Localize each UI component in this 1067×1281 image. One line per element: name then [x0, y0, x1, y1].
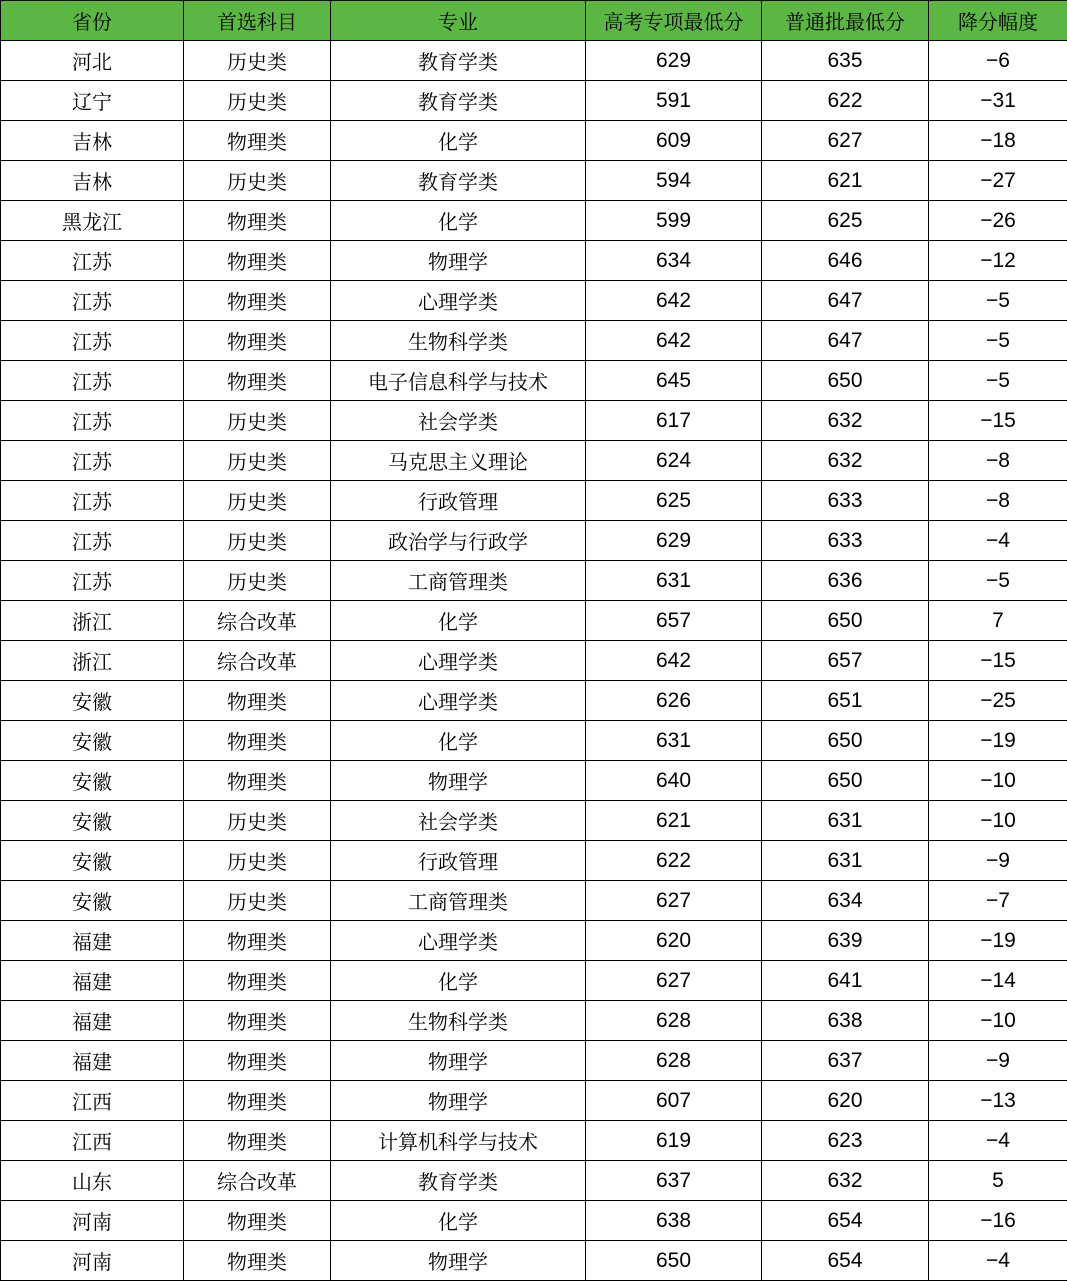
cell-special-min-score: 609 — [586, 121, 762, 161]
cell-first-subject: 物理类 — [184, 761, 331, 801]
cell-major: 社会学类 — [331, 401, 586, 441]
cell-special-min-score: 599 — [586, 201, 762, 241]
cell-score-drop: −19 — [929, 921, 1067, 961]
cell-special-min-score: 631 — [586, 561, 762, 601]
cell-major: 物理学 — [331, 761, 586, 801]
cell-first-subject: 历史类 — [184, 81, 331, 121]
cell-regular-min-score: 646 — [762, 241, 929, 281]
cell-score-drop: −7 — [929, 881, 1067, 921]
cell-special-min-score: 607 — [586, 1081, 762, 1121]
cell-first-subject: 物理类 — [184, 961, 331, 1001]
cell-province: 江苏 — [1, 321, 184, 361]
header-first-subject: 首选科目 — [184, 1, 331, 41]
cell-province: 江苏 — [1, 241, 184, 281]
cell-special-min-score: 650 — [586, 1241, 762, 1281]
cell-first-subject: 物理类 — [184, 921, 331, 961]
cell-province: 浙江 — [1, 641, 184, 681]
cell-province: 河南 — [1, 1241, 184, 1281]
cell-score-drop: −4 — [929, 521, 1067, 561]
cell-special-min-score: 621 — [586, 801, 762, 841]
cell-regular-min-score: 623 — [762, 1121, 929, 1161]
header-major: 专业 — [331, 1, 586, 41]
table-row — [1, 161, 1067, 201]
cell-first-subject: 物理类 — [184, 1001, 331, 1041]
table-row — [1, 321, 1067, 361]
cell-major: 化学 — [331, 201, 586, 241]
cell-score-drop: −31 — [929, 81, 1067, 121]
cell-major: 社会学类 — [331, 801, 586, 841]
cell-regular-min-score: 631 — [762, 801, 929, 841]
cell-special-min-score: 642 — [586, 641, 762, 681]
table-row — [1, 361, 1067, 401]
cell-score-drop: −6 — [929, 41, 1067, 81]
cell-major: 行政管理 — [331, 481, 586, 521]
table-row — [1, 961, 1067, 1001]
cell-score-drop: −15 — [929, 401, 1067, 441]
cell-major: 物理学 — [331, 1041, 586, 1081]
cell-first-subject: 物理类 — [184, 201, 331, 241]
cell-special-min-score: 638 — [586, 1201, 762, 1241]
cell-score-drop: −16 — [929, 1201, 1067, 1241]
table-row — [1, 41, 1067, 81]
cell-special-min-score: 591 — [586, 81, 762, 121]
cell-province: 河南 — [1, 1201, 184, 1241]
cell-first-subject: 历史类 — [184, 481, 331, 521]
cell-special-min-score: 617 — [586, 401, 762, 441]
cell-first-subject: 物理类 — [184, 241, 331, 281]
cell-province: 江苏 — [1, 401, 184, 441]
table-row — [1, 1161, 1067, 1201]
header-special-min-score: 高考专项最低分 — [586, 1, 762, 41]
cell-major: 物理学 — [331, 241, 586, 281]
cell-score-drop: 5 — [929, 1161, 1067, 1201]
cell-major: 化学 — [331, 121, 586, 161]
cell-major: 心理学类 — [331, 641, 586, 681]
cell-special-min-score: 626 — [586, 681, 762, 721]
table-row — [1, 441, 1067, 481]
cell-regular-min-score: 650 — [762, 601, 929, 641]
table-row — [1, 281, 1067, 321]
cell-first-subject: 综合改革 — [184, 1161, 331, 1201]
cell-special-min-score: 637 — [586, 1161, 762, 1201]
cell-province: 江苏 — [1, 521, 184, 561]
cell-score-drop: −13 — [929, 1081, 1067, 1121]
table-row — [1, 201, 1067, 241]
cell-special-min-score: 657 — [586, 601, 762, 641]
cell-special-min-score: 640 — [586, 761, 762, 801]
cell-province: 吉林 — [1, 161, 184, 201]
cell-major: 工商管理类 — [331, 881, 586, 921]
cell-first-subject: 物理类 — [184, 1121, 331, 1161]
cell-first-subject: 物理类 — [184, 321, 331, 361]
cell-score-drop: −5 — [929, 561, 1067, 601]
cell-major: 生物科学类 — [331, 1001, 586, 1041]
cell-province: 江苏 — [1, 441, 184, 481]
cell-major: 物理学 — [331, 1081, 586, 1121]
cell-regular-min-score: 633 — [762, 521, 929, 561]
cell-province: 安徽 — [1, 681, 184, 721]
cell-first-subject: 历史类 — [184, 881, 331, 921]
cell-first-subject: 历史类 — [184, 41, 331, 81]
table-body — [1, 41, 1067, 1281]
cell-special-min-score: 642 — [586, 281, 762, 321]
cell-regular-min-score: 651 — [762, 681, 929, 721]
cell-special-min-score: 634 — [586, 241, 762, 281]
header-province: 省份 — [1, 1, 184, 41]
cell-province: 江西 — [1, 1081, 184, 1121]
table-row — [1, 761, 1067, 801]
header-regular-min-score: 普通批最低分 — [762, 1, 929, 41]
cell-regular-min-score: 622 — [762, 81, 929, 121]
cell-regular-min-score: 647 — [762, 321, 929, 361]
cell-province: 辽宁 — [1, 81, 184, 121]
cell-province: 山东 — [1, 1161, 184, 1201]
cell-province: 江西 — [1, 1121, 184, 1161]
cell-first-subject: 物理类 — [184, 1081, 331, 1121]
cell-score-drop: −10 — [929, 801, 1067, 841]
table-row — [1, 481, 1067, 521]
cell-province: 福建 — [1, 1041, 184, 1081]
cell-province: 安徽 — [1, 841, 184, 881]
cell-special-min-score: 631 — [586, 721, 762, 761]
cell-major: 化学 — [331, 601, 586, 641]
cell-special-min-score: 622 — [586, 841, 762, 881]
cell-regular-min-score: 641 — [762, 961, 929, 1001]
cell-regular-min-score: 632 — [762, 441, 929, 481]
cell-major: 生物科学类 — [331, 321, 586, 361]
cell-first-subject: 综合改革 — [184, 601, 331, 641]
cell-special-min-score: 645 — [586, 361, 762, 401]
cell-first-subject: 历史类 — [184, 441, 331, 481]
cell-major: 化学 — [331, 721, 586, 761]
cell-regular-min-score: 650 — [762, 761, 929, 801]
cell-regular-min-score: 636 — [762, 561, 929, 601]
table-row — [1, 1081, 1067, 1121]
cell-province: 江苏 — [1, 361, 184, 401]
cell-major: 化学 — [331, 1201, 586, 1241]
cell-special-min-score: 642 — [586, 321, 762, 361]
cell-province: 安徽 — [1, 801, 184, 841]
cell-province: 江苏 — [1, 561, 184, 601]
cell-major: 教育学类 — [331, 81, 586, 121]
cell-score-drop: −27 — [929, 161, 1067, 201]
table-header — [1, 1, 1067, 41]
cell-first-subject: 历史类 — [184, 521, 331, 561]
cell-province: 浙江 — [1, 601, 184, 641]
cell-province: 安徽 — [1, 761, 184, 801]
cell-score-drop: −26 — [929, 201, 1067, 241]
cell-first-subject: 物理类 — [184, 1041, 331, 1081]
cell-province: 福建 — [1, 921, 184, 961]
cell-province: 安徽 — [1, 721, 184, 761]
cell-special-min-score: 629 — [586, 521, 762, 561]
cell-score-drop: −9 — [929, 1041, 1067, 1081]
table-row — [1, 841, 1067, 881]
cell-first-subject: 物理类 — [184, 281, 331, 321]
cell-special-min-score: 629 — [586, 41, 762, 81]
cell-score-drop: −4 — [929, 1121, 1067, 1161]
cell-first-subject: 物理类 — [184, 361, 331, 401]
cell-special-min-score: 624 — [586, 441, 762, 481]
cell-province: 黑龙江 — [1, 201, 184, 241]
cell-regular-min-score: 633 — [762, 481, 929, 521]
cell-regular-min-score: 621 — [762, 161, 929, 201]
cell-score-drop: −4 — [929, 1241, 1067, 1281]
cell-special-min-score: 627 — [586, 961, 762, 1001]
header-score-drop: 降分幅度 — [929, 1, 1067, 41]
cell-regular-min-score: 654 — [762, 1201, 929, 1241]
cell-score-drop: −12 — [929, 241, 1067, 281]
cell-special-min-score: 620 — [586, 921, 762, 961]
cell-score-drop: −5 — [929, 281, 1067, 321]
cell-major: 计算机科学与技术 — [331, 1121, 586, 1161]
cell-regular-min-score: 637 — [762, 1041, 929, 1081]
cell-regular-min-score: 620 — [762, 1081, 929, 1121]
table-row — [1, 81, 1067, 121]
cell-score-drop: −8 — [929, 481, 1067, 521]
cell-province: 吉林 — [1, 121, 184, 161]
cell-province: 江苏 — [1, 281, 184, 321]
cell-special-min-score: 628 — [586, 1041, 762, 1081]
cell-special-min-score: 628 — [586, 1001, 762, 1041]
table-row — [1, 921, 1067, 961]
cell-regular-min-score: 627 — [762, 121, 929, 161]
cell-province: 福建 — [1, 961, 184, 1001]
cell-special-min-score: 627 — [586, 881, 762, 921]
table-row — [1, 801, 1067, 841]
table-row — [1, 1041, 1067, 1081]
cell-major: 物理学 — [331, 1241, 586, 1281]
cell-first-subject: 历史类 — [184, 801, 331, 841]
cell-first-subject: 物理类 — [184, 121, 331, 161]
cell-major: 马克思主义理论 — [331, 441, 586, 481]
cell-first-subject: 物理类 — [184, 681, 331, 721]
cell-regular-min-score: 639 — [762, 921, 929, 961]
table-row — [1, 1001, 1067, 1041]
table-row — [1, 121, 1067, 161]
table-row — [1, 1201, 1067, 1241]
cell-first-subject: 物理类 — [184, 1201, 331, 1241]
cell-score-drop: −5 — [929, 361, 1067, 401]
cell-major: 化学 — [331, 961, 586, 1001]
cell-first-subject: 历史类 — [184, 841, 331, 881]
table-row — [1, 521, 1067, 561]
cell-score-drop: 7 — [929, 601, 1067, 641]
table-row — [1, 1241, 1067, 1281]
table-row — [1, 401, 1067, 441]
table-row — [1, 681, 1067, 721]
cell-regular-min-score: 650 — [762, 721, 929, 761]
cell-province: 河北 — [1, 41, 184, 81]
cell-major: 教育学类 — [331, 1161, 586, 1201]
cell-score-drop: −10 — [929, 1001, 1067, 1041]
cell-score-drop: −25 — [929, 681, 1067, 721]
cell-first-subject: 物理类 — [184, 1241, 331, 1281]
cell-regular-min-score: 632 — [762, 401, 929, 441]
cell-score-drop: −5 — [929, 321, 1067, 361]
table-row — [1, 561, 1067, 601]
table-row — [1, 721, 1067, 761]
cell-score-drop: −10 — [929, 761, 1067, 801]
cell-regular-min-score: 625 — [762, 201, 929, 241]
cell-regular-min-score: 634 — [762, 881, 929, 921]
cell-score-drop: −14 — [929, 961, 1067, 1001]
cell-score-drop: −19 — [929, 721, 1067, 761]
cell-first-subject: 物理类 — [184, 721, 331, 761]
cell-major: 电子信息科学与技术 — [331, 361, 586, 401]
cell-regular-min-score: 647 — [762, 281, 929, 321]
cell-major: 心理学类 — [331, 281, 586, 321]
cell-first-subject: 综合改革 — [184, 641, 331, 681]
table-row — [1, 881, 1067, 921]
cell-province: 安徽 — [1, 881, 184, 921]
cell-major: 政治学与行政学 — [331, 521, 586, 561]
cell-regular-min-score: 650 — [762, 361, 929, 401]
table-row — [1, 241, 1067, 281]
cell-regular-min-score: 657 — [762, 641, 929, 681]
cell-first-subject: 历史类 — [184, 161, 331, 201]
cell-province: 福建 — [1, 1001, 184, 1041]
cell-major: 心理学类 — [331, 921, 586, 961]
cell-special-min-score: 619 — [586, 1121, 762, 1161]
cell-regular-min-score: 638 — [762, 1001, 929, 1041]
cell-regular-min-score: 632 — [762, 1161, 929, 1201]
cell-special-min-score: 625 — [586, 481, 762, 521]
cell-major: 工商管理类 — [331, 561, 586, 601]
cell-first-subject: 历史类 — [184, 401, 331, 441]
cell-major: 教育学类 — [331, 161, 586, 201]
cell-regular-min-score: 635 — [762, 41, 929, 81]
cell-score-drop: −9 — [929, 841, 1067, 881]
table-row — [1, 1121, 1067, 1161]
cell-score-drop: −8 — [929, 441, 1067, 481]
cell-special-min-score: 594 — [586, 161, 762, 201]
cell-major: 教育学类 — [331, 41, 586, 81]
header-row — [1, 1, 1067, 41]
cell-regular-min-score: 631 — [762, 841, 929, 881]
table-row — [1, 601, 1067, 641]
cell-score-drop: −18 — [929, 121, 1067, 161]
cell-major: 心理学类 — [331, 681, 586, 721]
cell-first-subject: 历史类 — [184, 561, 331, 601]
cell-province: 江苏 — [1, 481, 184, 521]
table-row — [1, 641, 1067, 681]
cell-regular-min-score: 654 — [762, 1241, 929, 1281]
cell-major: 行政管理 — [331, 841, 586, 881]
cell-score-drop: −15 — [929, 641, 1067, 681]
